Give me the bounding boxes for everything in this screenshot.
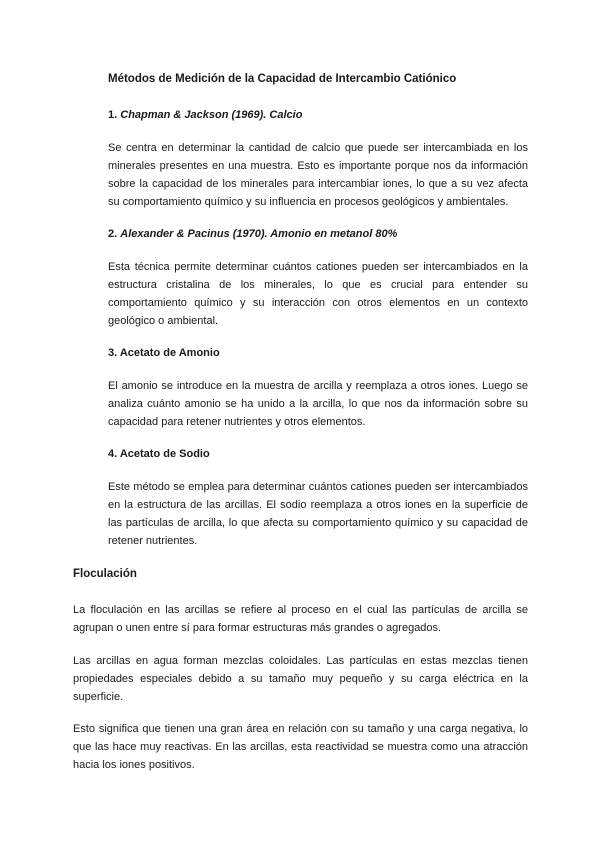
method-3-title: Acetato de Amonio (119, 347, 220, 359)
method-3-body: El amonio se introduce en la muestra de arcilla y reemplaza a otros iones. Luego se analiza cuánto amonio se ha unido a la arcilla, lo que nos da información sobre su capacidad para retener nutrientes y otros elementos. (108, 380, 528, 428)
method-4-number: 4. (108, 448, 118, 460)
method-4-heading (108, 445, 528, 463)
document-title: Métodos de Medición de la Capacidad de Intercambio Catiónico (108, 73, 457, 85)
method-2-title: Alexander & Pacinus (1970). Amonio en metanol 80% (120, 228, 398, 240)
method-1-body: Se centra en determinar la cantidad de calcio que puede ser intercambiada en los minerales presentes en una muestra. Esto es importante porque nos da información sobre la capacidad de los minerales para intercambiar iones, lo que a su vez afecta su comportamiento químico y su influencia en procesos geológicos y ambientales. (108, 142, 528, 208)
method-2-heading (108, 225, 528, 243)
method-2-body: Esta técnica permite determinar cuántos cationes pueden ser intercambiados en la estructura cristalina de los minerales, lo que es crucial para entender su comportamiento químico y su interacción con otros elementos en un contexto geológico o ambiental. (108, 261, 528, 327)
method-1-title: Chapman & Jackson (1969). Calcio (120, 109, 303, 121)
floculacion-paragraph-3: Esto significa que tienen una gran área en relación con su tamaño y una carga negativa, lo que las hace muy reactivas. En las arcillas, esta reactividad se muestra como una atracción hacia los iones positivos. (73, 723, 528, 771)
floculacion-paragraph-2: Las arcillas en agua forman mezclas coloidales. Las partículas en estas mezclas tienen propiedades especiales debido a su tamaño muy pequeño y su carga eléctrica en la superficie. (73, 655, 528, 703)
floculacion-paragraph-1: La floculación en las arcillas se refiere al proceso en el cual las partículas de arcilla se agrupan o unen entre sí para formar estructuras más grandes o agregados. (73, 604, 528, 634)
method-4-title: Acetato de Sodio (119, 448, 210, 460)
method-3-number: 3. (108, 347, 118, 359)
method-1-heading (108, 106, 528, 124)
method-3-heading (108, 344, 528, 362)
method-2-number: 2. (108, 228, 118, 240)
method-1-number: 1. (108, 109, 118, 121)
floculacion-heading: Floculación (73, 568, 137, 580)
method-4-body: Este método se emplea para determinar cuántos cationes pueden ser intercambiados en la estructura de las arcillas. El sodio reemplaza a otros iones en la superficie de las partículas de arcilla, lo que afecta su comportamiento químico y su capacidad de retener nutrientes. (108, 481, 528, 547)
